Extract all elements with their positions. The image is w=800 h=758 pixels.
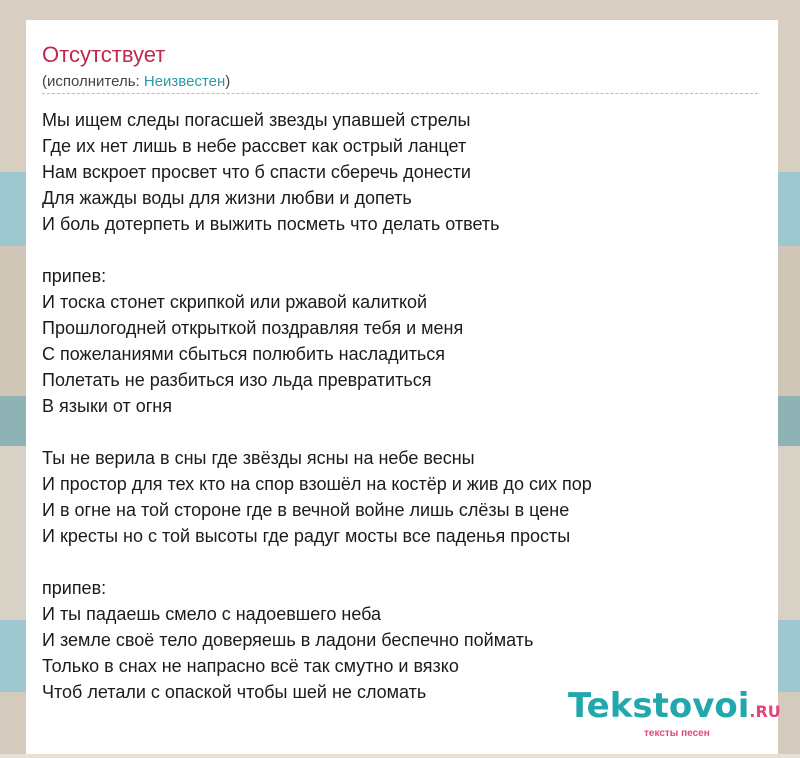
lyric-line: С пожеланиями сбыться полюбить насладиться	[42, 344, 446, 364]
artist-line	[42, 73, 230, 90]
lyric-line: И ты падаешь смело с надоевшего неба	[42, 604, 382, 624]
lyric-line: Где их нет лишь в небе рассвет как острый ланцет	[42, 136, 467, 156]
lyric-line: И простор для тех кто на спор взошёл на костёр и жив до сих пор	[42, 474, 592, 494]
lyric-line: Прошлогодней открыткой поздравляя тебя и меня	[42, 318, 464, 338]
artist-prefix: (исполнитель:	[42, 73, 144, 90]
stanza-gap	[42, 419, 762, 445]
logo-name: Tekstovoi	[568, 686, 750, 726]
lyric-line: Нам вскроет просвет что б спасти сберечь донести	[42, 162, 471, 182]
lyric-line: И тоска стонет скрипкой или ржавой калиткой	[42, 292, 428, 312]
logo-tld: .RU	[749, 702, 781, 721]
divider	[42, 93, 758, 94]
lyric-line: Ты не верила в сны где звёзды ясны на небе весны	[42, 448, 475, 468]
lyric-line: Для жажды воды для жизни любви и допеть	[42, 188, 412, 208]
logo-wordmark	[568, 686, 781, 726]
lyric-line: В языки от огня	[42, 396, 172, 416]
chorus-label: припев:	[42, 266, 107, 286]
lyric-line: И земле своё тело доверяешь в ладони беспечно поймать	[42, 630, 534, 650]
site-logo[interactable]	[568, 686, 798, 758]
lyric-line: И в огне на той стороне где в вечной войне лишь слёзы в цене	[42, 500, 570, 520]
chorus-label: припев:	[42, 578, 107, 598]
lyric-line: Полетать не разбиться изо льда превратиться	[42, 370, 432, 390]
artist-link[interactable]: Неизвестен	[143, 73, 226, 90]
lyrics-body	[42, 107, 762, 705]
lyric-line: И кресты но с той высоты где радуг мосты все паденья просты	[42, 526, 571, 546]
lyric-line: Мы ищем следы погасшей звезды упавшей стрелы	[42, 110, 471, 130]
lyric-line: Только в снах не напрасно всё так смутно и вязко	[42, 656, 459, 676]
artist-suffix: )	[225, 73, 231, 90]
lyrics-card	[26, 20, 781, 754]
logo-tagline: тексты песен	[644, 728, 710, 739]
lyric-line: И боль дотерпеть и выжить посметь что делать ответь	[42, 214, 500, 234]
stanza-gap	[42, 237, 762, 263]
song-title: Отсутствует	[42, 42, 166, 67]
lyric-line: Чтоб летали с опаской чтобы шей не сломать	[42, 682, 427, 702]
stanza-gap	[42, 549, 762, 575]
